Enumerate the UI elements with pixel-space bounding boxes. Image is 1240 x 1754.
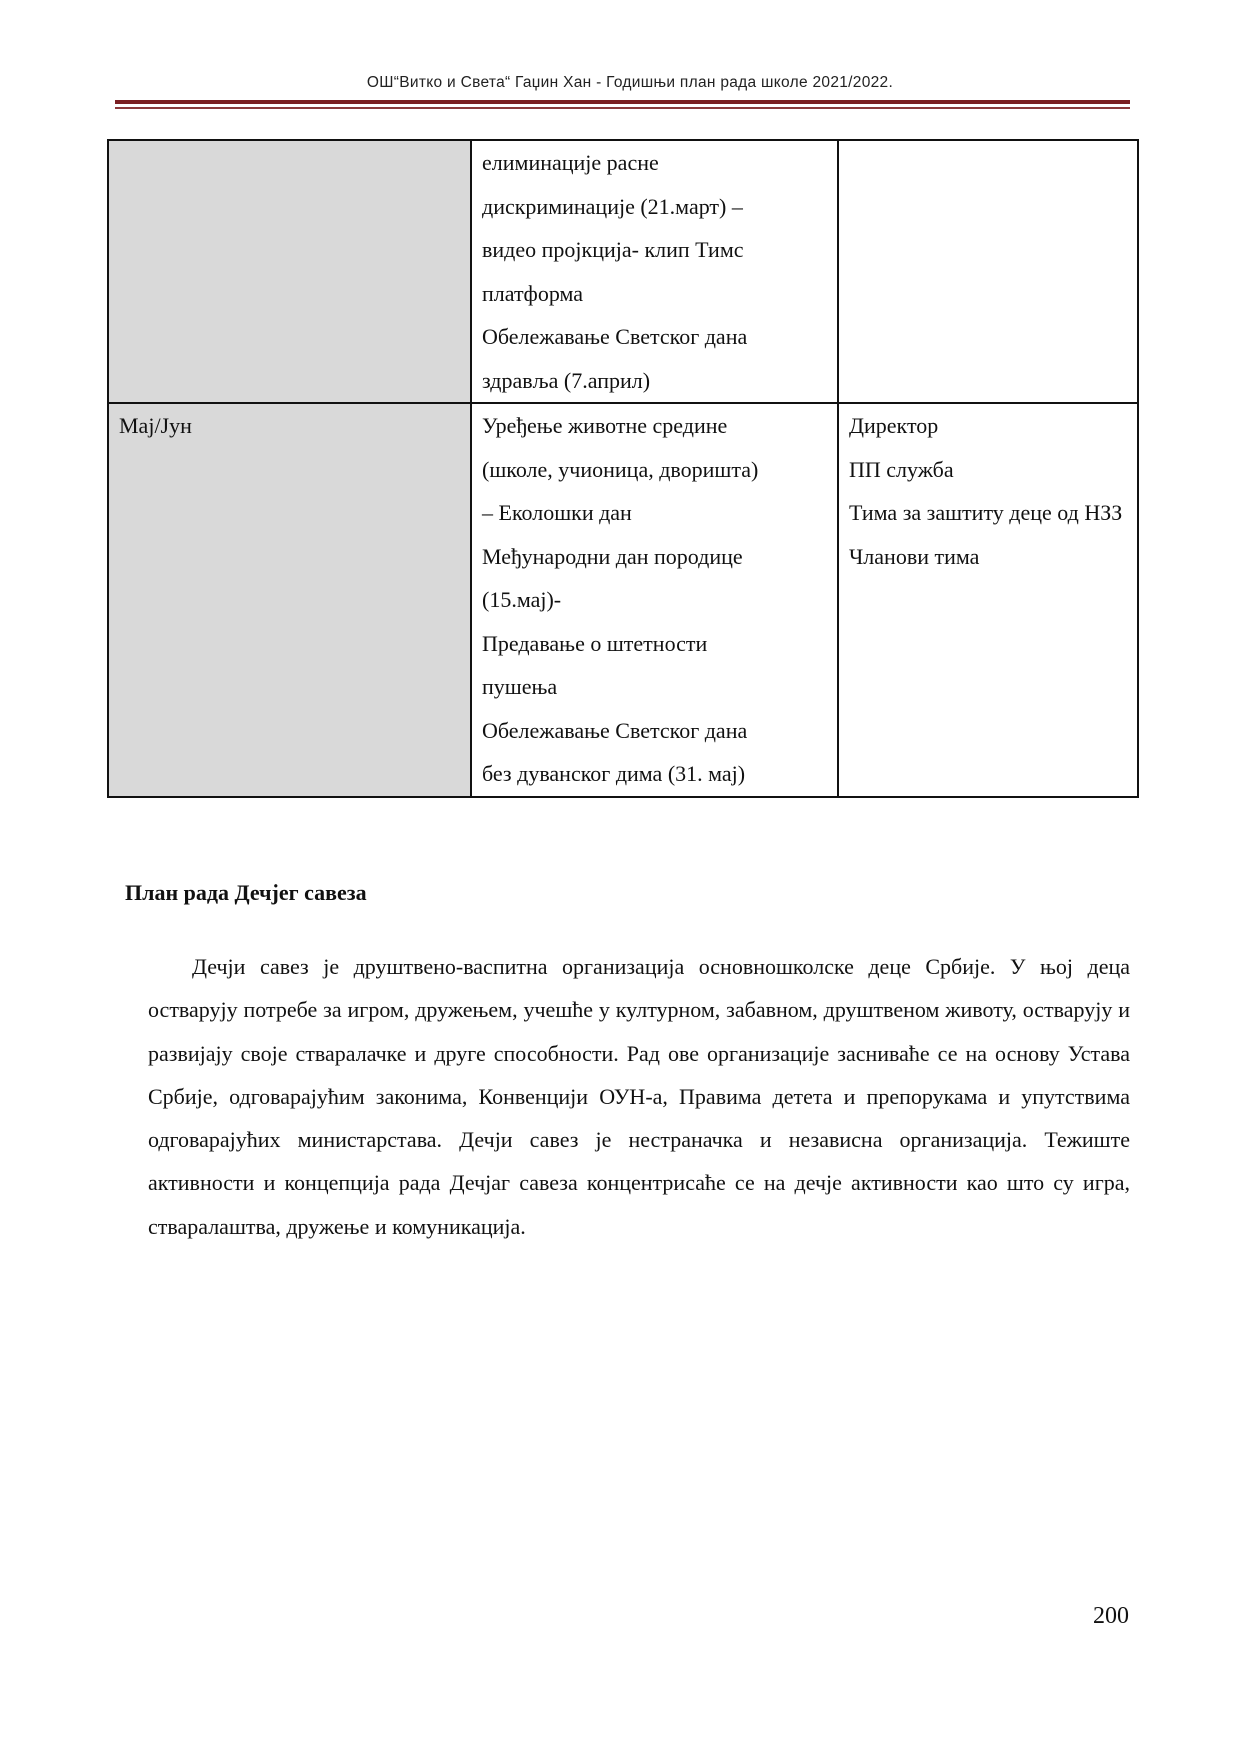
activity-line: дискриминације (21.март) – — [482, 193, 743, 219]
activity-line: (15.мај)- — [482, 587, 562, 612]
activity-line: платформа — [482, 280, 584, 306]
activity-plan-table — [107, 139, 1139, 798]
activity-line: елиминације расне — [482, 150, 659, 175]
activity-line: (школе, учионица, дворишта) — [482, 456, 759, 482]
table-row — [108, 140, 1138, 403]
activities-cell — [471, 140, 838, 403]
responsible-line: Тима за заштиту деце од НЗЗ — [849, 500, 1123, 525]
activity-line: Међународни дан породице — [482, 543, 743, 569]
period-cell — [108, 403, 471, 797]
activity-line: Обележавање Светског дана — [482, 717, 748, 743]
responsible-line: Директор — [849, 413, 939, 438]
activity-line: здравља (7.април) — [482, 367, 651, 393]
activity-line: Обележавање Светског дана — [482, 324, 748, 349]
activities-cell — [471, 403, 838, 797]
page-header: ОШ“Витко и Света“ Гаџин Хан - Годишњи план рада школе 2021/2022. — [366, 74, 894, 91]
responsible-line: ПП служба — [849, 456, 954, 482]
table-body — [108, 140, 1138, 797]
activity-line: Уређење животне средине — [482, 413, 728, 438]
header-rule-thin — [115, 107, 1130, 109]
responsible-cell — [838, 140, 1138, 403]
activity-line: без дуванског дима (31. мај) — [482, 761, 746, 786]
table-row — [108, 403, 1138, 797]
section-paragraph: Дечји савез је друштвено-васпитна организација основношколске деце Србије. У њој деца остварују потребе за игром, дружењем, учешће у културном, забавном, друштвеном животу, остварују и развијају своје стваралачке и друге способности. Рад ове организације засниваће се на основу Устава Србије, одговарајућим законима, Конвенцији ОУН-а, Правима детета и препорукама и упутствима одговарајућих министарстава. Дечји савез је нестраначка и независна организација. Тежиште активности и концепција рада Дечјаг савеза концентрисаће се на дечје активности као што су игра, стваралаштва, дружење и комуникација. — [148, 954, 1130, 1239]
period-label: Мај/Јун — [119, 413, 192, 438]
activity-line: – Еколошки дан — [482, 500, 632, 525]
activity-line: пушења — [482, 674, 558, 699]
section-title: План рада Дечјег савеза — [125, 880, 367, 905]
activity-line: Предавање о штетности — [482, 630, 708, 656]
activity-line: видео пројкција- клип Тимс — [482, 237, 744, 262]
header-rule-thick — [115, 100, 1130, 104]
responsible-line: Чланови тима — [849, 543, 980, 569]
period-cell — [108, 140, 471, 403]
page-number: 200 — [1093, 1603, 1129, 1629]
responsible-cell — [838, 403, 1138, 797]
